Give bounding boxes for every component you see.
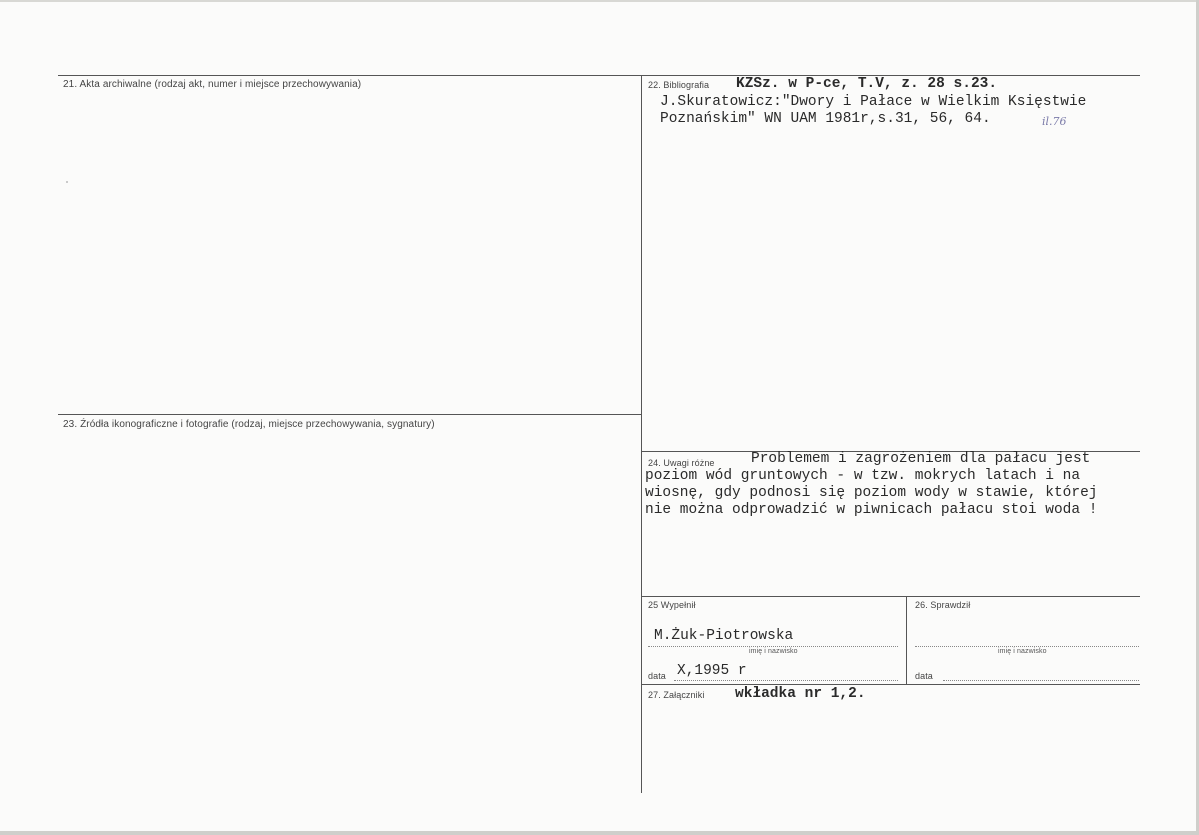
left-section-divider	[58, 414, 641, 415]
s26-name-line	[915, 646, 1139, 647]
s27-value: wkładka nr 1,2.	[735, 686, 866, 702]
s25-s26-divider	[906, 596, 907, 684]
s25-name-value: M.Żuk-Piotrowska	[654, 628, 794, 644]
center-divider	[641, 75, 642, 793]
s22-line-1: KZSz. w P-ce, T.V, z. 28 s.23.	[736, 76, 998, 92]
card-edge-top	[0, 0, 1199, 2]
s24-label: 24. Uwagi różne	[648, 458, 715, 468]
s26-name-caption: imię i nazwisko	[998, 648, 1047, 655]
s25-name-caption: imię i nazwisko	[749, 648, 798, 655]
s25-date-value: X,1995 r	[677, 663, 747, 679]
s26-date-line	[943, 680, 1139, 681]
s26-label: 26. Sprawdził	[915, 600, 971, 610]
s22-line-3: Poznańskim" WN UAM 1981r,s.31, 56, 64.	[660, 111, 991, 127]
s25-top-rule	[641, 596, 1140, 597]
s25-date-label: data	[648, 671, 666, 681]
s24-line-1: Problemem i zagrożeniem dla pałacu jest	[751, 451, 1091, 467]
s24-line-3: wiosnę, gdy podnosi się poziom wody w stawie, której	[645, 485, 1098, 501]
s22-label: 22. Bibliografia	[648, 80, 710, 90]
s23-label: 23. Źródła ikonograficzne i fotografie (rodzaj, miejsce przechowywania, sygnatury)	[63, 419, 435, 430]
card-edge-bottom	[0, 831, 1199, 835]
s24-line-2: poziom wód gruntowych - w tzw. mokrych latach i na	[645, 468, 1081, 484]
s24-line-4: nie można odprowadzić w piwnicach pałacu stoi woda !	[645, 502, 1098, 518]
s27-label: 27. Załączniki	[648, 690, 705, 700]
s25-name-line	[648, 646, 898, 647]
s25-date-line	[674, 680, 898, 681]
s27-top-rule	[641, 684, 1140, 685]
s22-line-2: J.Skuratowicz:"Dwory i Pałace w Wielkim Księstwie	[660, 94, 1087, 110]
s22-handwritten-note: il.76	[1042, 115, 1067, 128]
s25-label: 25 Wypełnił	[648, 600, 696, 610]
s21-label: 21. Akta archiwalne (rodzaj akt, numer i miejsce przechowywania)	[63, 79, 362, 90]
s26-date-label: data	[915, 671, 933, 681]
paper-speck	[66, 181, 68, 183]
